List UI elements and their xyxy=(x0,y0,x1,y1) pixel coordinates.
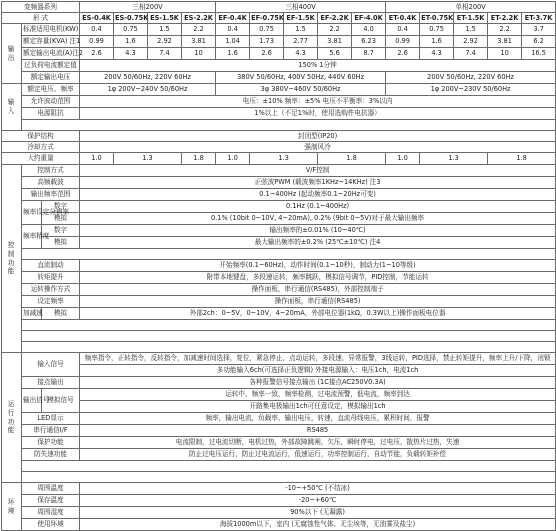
capacity-label: 额定容量(KVA) 注1 xyxy=(22,36,80,48)
motor-cell: 2.2 xyxy=(488,24,522,36)
capacity-cell: 2.77 xyxy=(284,36,318,48)
output-signal-label: 输出信号 xyxy=(22,389,42,413)
voltage-400v: 380V 50/60Hz, 400V 50Hz, 440V 60Hz xyxy=(216,72,386,84)
accel-label: 加减速 xyxy=(22,308,42,320)
motor-cell: 3.7 xyxy=(522,24,556,36)
model-cell: EF-4.0K xyxy=(352,13,386,24)
accuracy-analog: 最大输出频率的±0.2% (25℃±10℃) 注4 xyxy=(80,237,556,249)
spacer-row xyxy=(22,120,556,131)
protect-label: 保护结构 xyxy=(2,131,80,142)
motor-cell: 0.75 xyxy=(250,24,284,36)
stall-label: 防失速功能 xyxy=(22,449,80,461)
precision-label: 频率设定分辨率 xyxy=(22,201,42,225)
model-cell: ET-1.5K xyxy=(454,13,488,24)
model-cell: ET-0.4K xyxy=(386,13,420,24)
analog-label: 模拟 xyxy=(42,213,80,225)
setting-value: 操作面板，串行通信(RS485) xyxy=(80,296,556,308)
model-cell: ET-2.2K xyxy=(488,13,522,24)
digital-label: 数字 xyxy=(42,225,80,237)
model-cell: EF-0.75K xyxy=(251,13,284,22)
voltage-200v: 200V 50/60Hz, 220V 60Hz xyxy=(80,72,216,84)
current-cell: 16.5 xyxy=(522,48,556,60)
humidity-label: 周围湿度 xyxy=(22,507,80,519)
spacer-row xyxy=(22,320,556,331)
group-400v: 三相400V xyxy=(216,2,386,13)
imbalance-value: 1%以上（不足1%时，使用选购件电抗器） xyxy=(80,108,556,120)
contact-label: 接点输出 xyxy=(22,377,80,389)
capacity-cell: 6.23 xyxy=(352,36,386,48)
spacer-row xyxy=(22,472,556,483)
digital-label: 数字 xyxy=(42,201,80,213)
comm-value: RS485 xyxy=(80,425,556,437)
spacer-row xyxy=(22,249,556,260)
contact-value: 各种报警信号接点输出 (1C接点AC250V0.3A) xyxy=(80,377,556,389)
current-cell: 10 xyxy=(488,48,522,60)
range-value: 0.1~400Hz (起动频率0.1~20Hz可变) xyxy=(80,189,556,201)
weight-cell: 1.8 xyxy=(488,153,556,165)
weight-cell: 1.8 xyxy=(182,153,216,165)
range-label: 输出频率范围 xyxy=(22,189,80,201)
cooling-value: 强制风冷 xyxy=(80,142,556,153)
rated-200v: 1φ 200V~240V 50/60Hz xyxy=(80,84,216,96)
model-cell: ES-0.4K xyxy=(80,13,114,24)
model-cell: ET-3.7K xyxy=(522,13,556,24)
rated-400v: 3φ 380V~460V 50/60Hz xyxy=(216,84,386,96)
capacity-cell: 1.6 xyxy=(420,36,454,48)
model-cell: EF-0.4K xyxy=(216,13,250,24)
accuracy-label: 频率精度 xyxy=(22,225,42,249)
capacity-cell: 3.81 xyxy=(182,36,216,48)
storage-label: 保存温度 xyxy=(22,495,80,507)
method-label: 控制方式 xyxy=(22,165,80,177)
motor-cell: 0.4 xyxy=(216,24,250,36)
output-signal-value-b: 开路集电极输出1ch可任意设定，模拟输出1ch xyxy=(80,401,556,413)
capacity-cell: 3.81 xyxy=(318,36,352,48)
voltage-single: 200V 50/60Hz, 220V 60Hz xyxy=(386,72,556,84)
series-label: 变频器系列 xyxy=(2,2,80,13)
method-value: V/F控制 xyxy=(80,165,556,177)
voltage-label: 额定输出电压 xyxy=(22,72,80,84)
weight-cell: 1.8 xyxy=(318,153,386,165)
precision-digital: 0.1Hz (0.1~400Hz) xyxy=(80,201,556,213)
capacity-cell: 1.04 xyxy=(216,36,250,48)
op-label: 运转操作方式 xyxy=(22,284,80,296)
rated-label: 额定电压、频率 xyxy=(22,84,80,96)
input-signal-label: 输入信号 xyxy=(22,353,80,377)
current-cell: 4.3 xyxy=(114,48,148,60)
motor-cell: 1.5 xyxy=(284,24,318,36)
motor-cell: 0.75 xyxy=(420,24,454,36)
input-signal-value-b: 多功能输入6ch(可选择正负逻辑) 外接电源输入：电压1ch，电流1ch xyxy=(80,365,556,377)
capacity-cell: 0.99 xyxy=(80,36,114,48)
precision-analog: 0.1% (10bit 0~10V, 4~20mA), 0.2% (9bit 0~5V)对于最大输出频率 xyxy=(80,213,556,225)
group-200v: 三相200V xyxy=(80,2,216,13)
carrier-value: 正弦波PWM (载波频率1KHz~14KHz) 注3 xyxy=(80,177,556,189)
capacity-cell: 2.92 xyxy=(454,36,488,48)
category-control: 控 制 功 能 xyxy=(2,165,22,353)
weight-cell: 1.0 xyxy=(386,153,420,165)
current-cell: 10 xyxy=(182,48,216,60)
protect-func-value: 电流限制，过电流切断，电机过热，外部故障跳闸，欠压，瞬时停电，过电压，散热片过热，失速 xyxy=(80,437,556,449)
model-cell: EF-1.5K xyxy=(284,13,318,24)
current-cell: 8.7 xyxy=(352,48,386,60)
current-cell: 2.6 xyxy=(250,48,284,60)
spacer-row xyxy=(22,342,556,353)
model-cell: ES-2.2K xyxy=(182,13,216,24)
weight-cell: 1.0 xyxy=(80,153,114,165)
monitor-label: 模拟信号 xyxy=(42,389,80,413)
temp-value: -10~+50℃ (不结冰) xyxy=(80,483,556,495)
weight-cell: 1.3 xyxy=(420,153,488,165)
current-cell: 7.4 xyxy=(454,48,488,60)
motor-cell: 2.2 xyxy=(318,24,352,36)
humidity-value: 90%以下 (无凝露) xyxy=(80,507,556,519)
current-cell: 7.4 xyxy=(148,48,182,60)
model-cell: ES-0.75K xyxy=(115,13,149,22)
overload-label: 过负荷电流额定值 xyxy=(22,60,80,72)
led-value: 频率，输出电流，负载率，输出电压，转速，直流母线电压，累积时间，报警 xyxy=(80,413,556,425)
weight-cell: 1.3 xyxy=(114,153,182,165)
fluct-label: 允许波动范围 xyxy=(22,96,80,108)
category-output: 输 出 xyxy=(2,24,22,84)
fluct-value: 电压：±10% 频率：±5% 电压不平衡率：3%以内 xyxy=(80,96,556,108)
other-label: 转矩提升 xyxy=(22,272,80,284)
model-label: 形 式 xyxy=(2,13,80,24)
motor-label: 标准适用电机(KW) xyxy=(22,24,80,36)
category-input: 输 入 xyxy=(2,84,22,131)
spec-table xyxy=(1,1,556,531)
capacity-cell: 1.73 xyxy=(250,36,284,48)
capacity-cell: 2.92 xyxy=(148,36,182,48)
current-cell: 4.3 xyxy=(284,48,318,60)
motor-cell: 1.5 xyxy=(148,24,182,36)
boost-label: 直流制动 xyxy=(22,260,80,272)
setting-label: 设定频率 xyxy=(22,296,80,308)
led-label: LED显示 xyxy=(22,413,80,425)
place-value: 海拔1000m以下，室内 (无腐蚀性气体、无尘埃等，无油雾及盐尘) xyxy=(80,519,556,531)
imbalance-label: 电源阻抗 xyxy=(22,108,80,120)
protect-value: 封闭型(IP20) xyxy=(80,131,556,142)
accel-type: 模拟 xyxy=(42,308,80,320)
op-value: 操作面板，串行通信(RS485)，外部控制端子 xyxy=(80,284,556,296)
capacity-cell: 1.6 xyxy=(114,36,148,48)
motor-cell: 4.0 xyxy=(352,24,386,36)
model-cell: EF-2.2K xyxy=(318,13,352,24)
current-cell: 1.6 xyxy=(216,48,250,60)
rated-single: 1φ 200V~230V 50/60Hz xyxy=(386,84,556,96)
accuracy-digital: 输出频率的±0.01% (10~40℃) xyxy=(80,225,556,237)
protect-func-label: 保护功能 xyxy=(22,437,80,449)
current-label: 额定输出电流(A)注2 xyxy=(22,48,80,60)
category-env: 环 境 xyxy=(2,483,22,531)
carrier-label: 高频载波 xyxy=(22,177,80,189)
motor-cell: 0.4 xyxy=(80,24,114,36)
current-cell: 4.3 xyxy=(420,48,454,60)
motor-cell: 0.75 xyxy=(114,24,148,36)
weight-label: 大约重量 xyxy=(2,153,80,165)
motor-cell: 2.2 xyxy=(182,24,216,36)
group-single: 单相200V xyxy=(386,2,556,13)
place-label: 使用环境 xyxy=(22,519,80,531)
category-run: 运 行 功 能 xyxy=(2,353,22,483)
weight-cell: 1.0 xyxy=(216,153,250,165)
model-cell: ES-1.5K xyxy=(148,13,182,24)
analog-label: 模拟 xyxy=(42,237,80,249)
accel-value: 外部2ch：0~5V，0~10V，4~20mA，外部电位器(1kΩ，0.3W以上)操作面板电位器 xyxy=(80,308,556,320)
spacer-row xyxy=(22,461,556,472)
temp-label: 周围温度 xyxy=(22,483,80,495)
other-value: 附带本地键盘，多段速运转，频率跳跃，模拟信号调节，PID控制，节能运转 xyxy=(80,272,556,284)
motor-cell: 1.5 xyxy=(454,24,488,36)
cooling-label: 冷却方式 xyxy=(2,142,80,153)
model-cell: ET-0.75K xyxy=(421,13,454,22)
capacity-cell: 0.99 xyxy=(386,36,420,48)
output-signal-value: 运转中，频率一致，频率检测，过电流预警，低电流，频率到达 xyxy=(80,389,556,401)
storage-value: -20~+60℃ xyxy=(80,495,556,507)
comm-label: 串行通信I/F xyxy=(22,425,80,437)
current-cell: 2.6 xyxy=(80,48,114,60)
spacer-row xyxy=(22,331,556,342)
weight-cell: 1.3 xyxy=(250,153,318,165)
current-cell: 5.6 xyxy=(318,48,352,60)
boost-value: 开始频率(0.1~60Hz)，动作时间(0.1~10秒)，制动力(1~10等级) xyxy=(80,260,556,272)
capacity-cell: 6.2 xyxy=(522,36,556,48)
input-signal-value: 频率指令，正转指令，反转指令，加减速时间选择，复位，紧急停止，点动运转，多段速，异常报警，3线运转，PID选择，禁止转矩提升，频率上升/下降，闭锁 xyxy=(80,353,556,365)
stall-value: 防止过电压运行，防止过电流运行，低速运行，功率控制运行，自动节能，负载转矩补偿 xyxy=(80,449,556,461)
overload-value: 150% 1分钟 xyxy=(80,60,556,72)
current-cell: 2.6 xyxy=(386,48,420,60)
motor-cell: 0.4 xyxy=(386,24,420,36)
capacity-cell: 3.81 xyxy=(488,36,522,48)
